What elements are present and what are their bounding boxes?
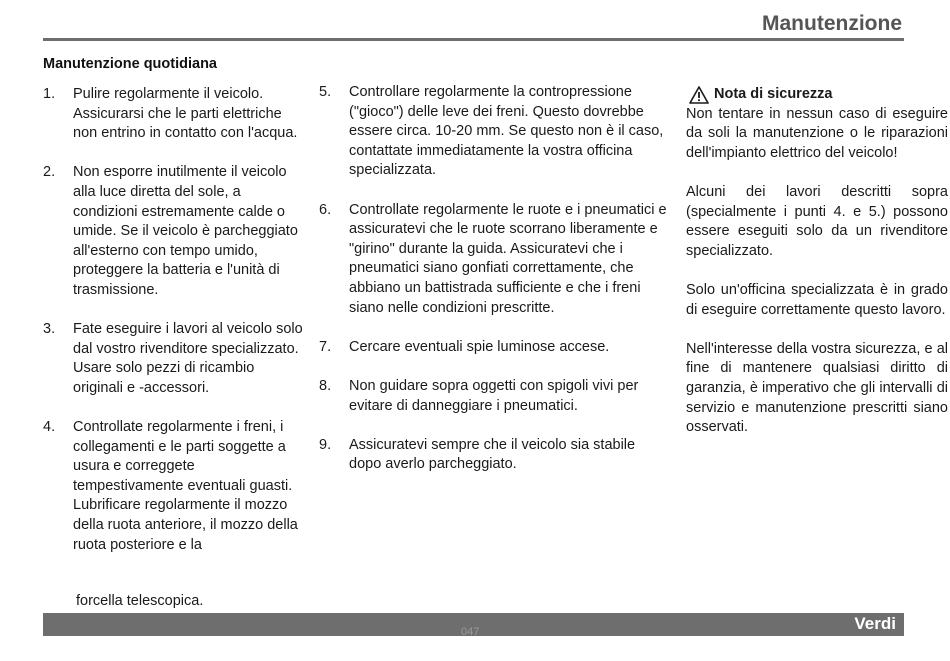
page-number: 047 <box>461 626 480 638</box>
item-text: Pulire regolarmente il veicolo. Assicurarsi che le parti elettriche non entrino in contatto con l'acqua. <box>73 86 298 142</box>
item-text: Controllate regolarmente i freni, i collegamenti e le parti soggette a usura e correggete tempestivamente eventuali guasti. Lubrificare regolarmente il mozzo della ruota anteriore, il mozzo della ruota posteriore e la <box>73 419 298 553</box>
item-text-continuation: forcella telescopica. <box>76 593 204 609</box>
safety-paragraph: Nell'interesse della vostra sicurezza, e al fine di mantenere qualsiasi diritto di garanzia, è imperativo che gli intervalli di servizio e manutenzione prescritti siano osservati. <box>686 340 948 436</box>
safety-note-title: Nota di sicurezza <box>714 86 833 102</box>
list-item <box>43 163 308 300</box>
list-item <box>43 85 308 144</box>
list-item <box>319 83 669 181</box>
header-divider <box>43 38 904 41</box>
list-item <box>319 436 669 475</box>
safety-note-header <box>689 85 948 105</box>
item-number: 5. <box>319 84 332 100</box>
warning-triangle-icon <box>689 86 709 104</box>
item-number: 8. <box>319 377 332 394</box>
item-number: 7. <box>319 338 332 355</box>
safety-paragraph: Non tentare in nessun caso di eseguire da soli la manutenzione o le riparazioni dell'impianto elettrico del veicolo! <box>686 105 948 161</box>
item-text: Controllare regolarmente la contropressione ("gioco") delle leve dei freni. Questo dovrebbe essere circa. 10-20 mm. Se questo non è il caso, contattate immediatamente la vostra officina specializzata. <box>349 84 664 179</box>
item-text: Assicuratevi sempre che il veicolo sia stabile dopo averlo parcheggiato. <box>349 436 636 473</box>
list-item <box>43 320 308 398</box>
safety-paragraph: Alcuni dei lavori descritti sopra (specialmente i punti 4. e 5.) possono essere eseguiti solo da un rivenditore specializzato. <box>686 183 948 259</box>
item-number: 3. <box>43 321 56 338</box>
item-number: 6. <box>319 201 332 218</box>
list-item <box>319 338 669 358</box>
item-number: 2. <box>43 164 56 181</box>
item-number: 9. <box>319 436 332 453</box>
list-item <box>319 201 669 319</box>
list-item <box>319 377 669 416</box>
item-text: Non esporre inutilmente il veicolo alla luce diretta del sole, a condizioni estremamente calde o umide. Se il veicolo è parcheggiato all'esterno con tempo umido, proteggere la batteria e l'unità di trasmissione. <box>73 164 298 298</box>
item-text: Controllate regolarmente le ruote e i pneumatici e assicuratevi che le ruote scorrano liberamente e "girino" durante la guida. Assicuratevi che i pneumatici siano gonfiati correttamente, che abbiano un battistrada sufficiente e che i freni siano nelle condizioni prescritte. <box>349 201 667 316</box>
item-number: 1. <box>43 86 56 102</box>
safety-paragraph: Solo un'officina specializzata è in grado di eseguire correttamente questo lavoro. <box>686 281 948 318</box>
column-left <box>43 85 308 575</box>
page-title: Manutenzione <box>762 12 902 35</box>
safety-note <box>686 85 948 457</box>
section-title: Manutenzione quotidiana <box>43 56 217 72</box>
item-text: Fate eseguire i lavori al veicolo solo dal vostro rivenditore specializzato. Usare solo pezzi di ricambio originali e -accessori. <box>73 321 303 396</box>
footer-brand: Verdi <box>854 614 896 633</box>
column-middle <box>319 83 669 494</box>
item-text: Non guidare sopra oggetti con spigoli vivi per evitare di danneggiare i pneumatici. <box>349 377 639 414</box>
list-item <box>43 418 308 555</box>
item-number: 4. <box>43 419 56 436</box>
item-text: Cercare eventuali spie luminose accese. <box>349 338 610 355</box>
